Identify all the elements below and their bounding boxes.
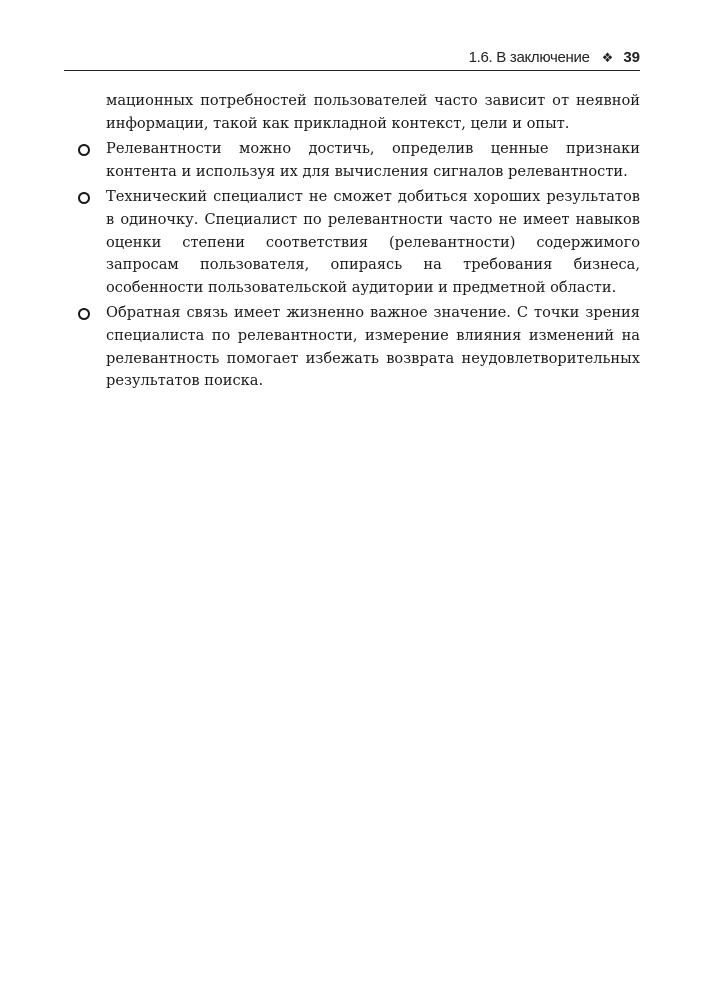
ornament-separator-icon: ❖ xyxy=(601,50,614,65)
running-header xyxy=(64,48,640,71)
bullet-text: Релевантности можно достичь, определив ценные признаки контента и используя их для вычисления сигналов релевантности. xyxy=(106,140,640,180)
bullet-item xyxy=(64,302,640,392)
page-body xyxy=(64,90,640,396)
page-number: 39 xyxy=(623,49,640,66)
bullet-item xyxy=(64,186,640,299)
hollow-circle-bullet-icon xyxy=(78,308,90,320)
hollow-circle-bullet-icon xyxy=(78,192,90,204)
section-title: 1.6. В заключение xyxy=(468,49,590,66)
hollow-circle-bullet-icon xyxy=(78,144,90,156)
header-right-group xyxy=(469,48,640,68)
bullet-text: Обратная связь имеет жизненно важное значение. С точки зрения специалиста по релевантности, измерение влияния изменений на релевантность помогает избежать возврата неудовлетворительных результатов поиска. xyxy=(106,304,640,390)
bullet-text: Технический специалист не сможет добиться хороших результатов в одиночку. Специалист по релевантности часто не имеет навыков оценки степени соответствия (релевантности) содержимого запросам пользователя, опираясь на требования бизнеса, особенности пользовательской аудитории и предметной области. xyxy=(106,188,640,296)
bullet-item xyxy=(64,138,640,183)
continuation-paragraph: мационных потребностей пользователей часто зависит от неявной информации, такой как прикладной контекст, цели и опыт. xyxy=(106,92,640,132)
